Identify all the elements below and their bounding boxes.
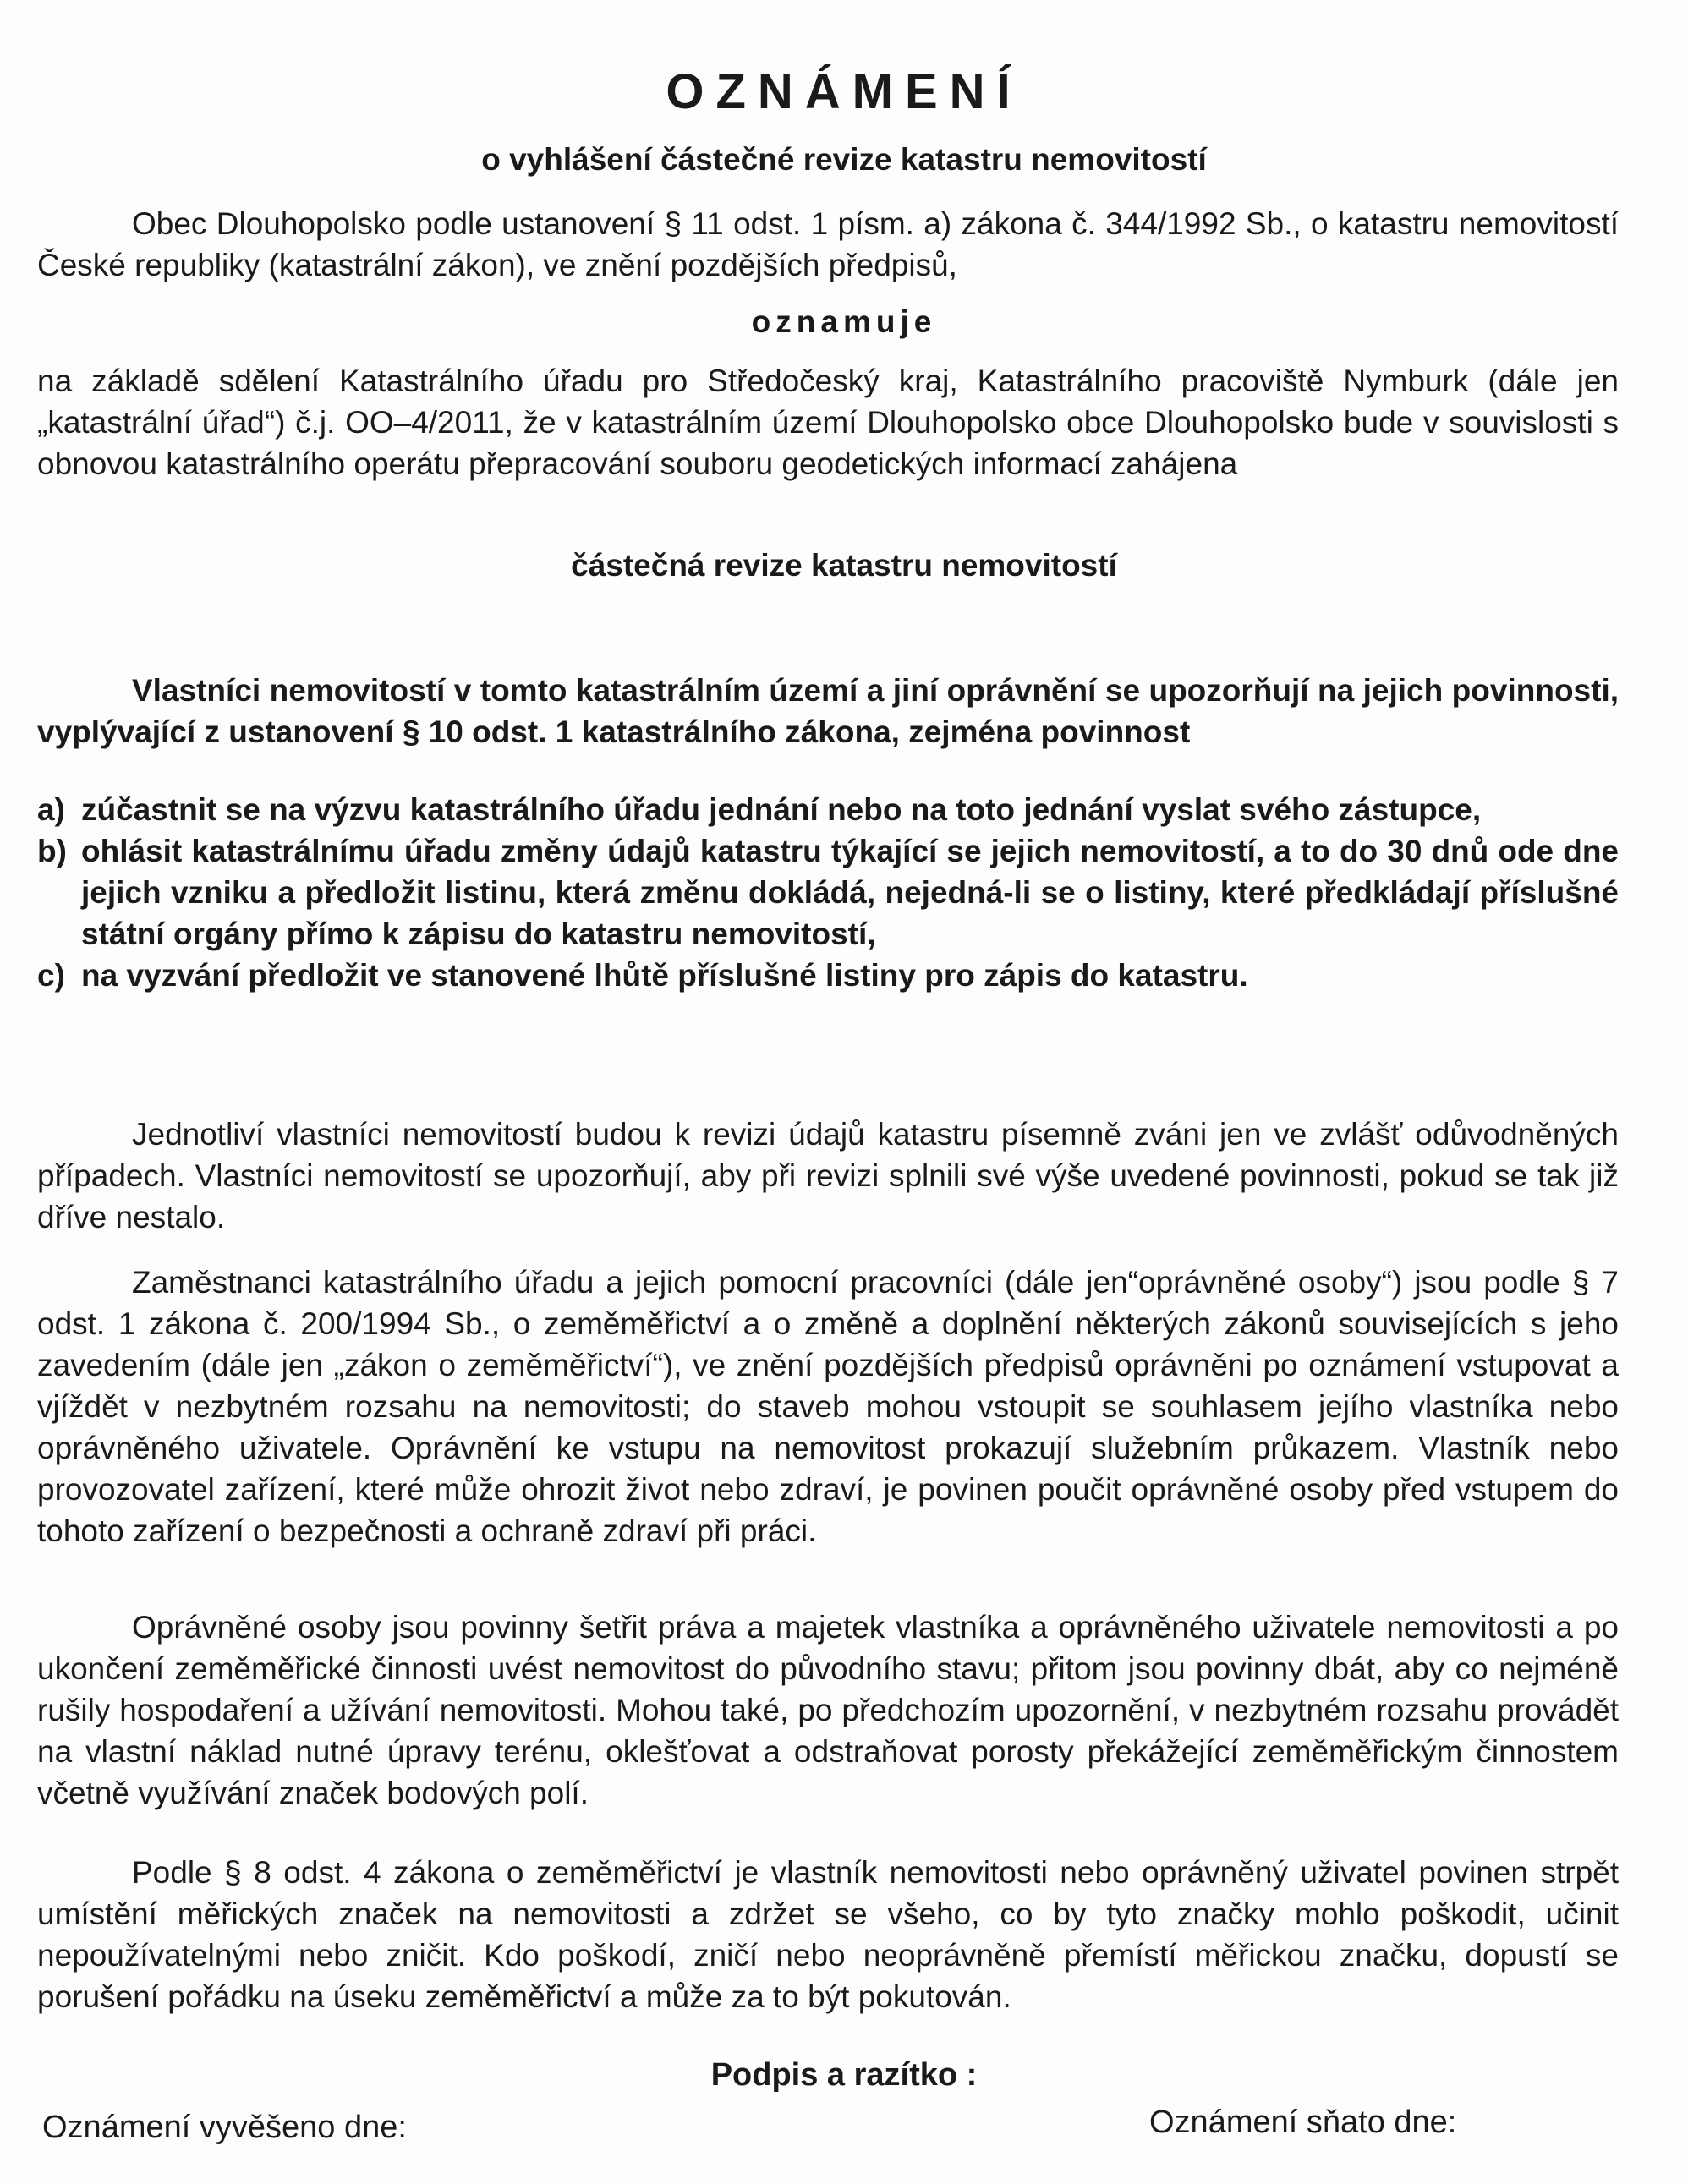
duties-list [37, 789, 1619, 996]
paragraph-survey-marks: Podle § 8 odst. 4 zákona o zeměměřictví je vlastník nemovitosti nebo oprávněný uživatel povinen strpět umístění měřických značek na nemovitosti a zdržet se všeho, co by tyto značky mohlo poškodit, učinit nepoužívatelnými nebo zničit. Kdo poškodí, zničí nebo neoprávněně přemístí měřickou značku, dopustí se porušení pořádku na úseku zeměměřictví a může za to být pokutován. [37, 1855, 1619, 2014]
duty-item [37, 789, 1619, 830]
removed-date-label: Oznámení sňato dne: [1149, 2105, 1457, 2140]
announces-heading: oznamuje [751, 304, 937, 339]
paragraph-invitation: Jednotliví vlastníci nemovitostí budou k revizi údajů katastru písemně zváni jen ve zvlášť odůvodněných případech. Vlastníci nemovitostí se upozorňují, aby při revizi splnili své výše uvedené povinnosti, pokud se tak již dříve nestalo. [37, 1117, 1619, 1234]
document-subtitle: o vyhlášení částečné revize katastru nemovitostí [481, 142, 1207, 177]
duty-marker: c) [37, 958, 65, 993]
duty-text: zúčastnit se na výzvu katastrálního úřadu jednání nebo na toto jednání vyslat svého zástupce, [81, 792, 1482, 827]
announcement-paragraph: na základě sdělení Katastrálního úřadu pro Středočeský kraj, Katastrálního pracoviště Nymburk (dále jen „katastrální úřad“) č.j. OO–4/2011, že v katastrálním území Dlouhopolsko obce Dlouhopolsko bude v souvislosti s obnovou katastrálního operátu přepracování souboru geodetických informací zahájena [37, 364, 1619, 481]
owners-warning: Vlastníci nemovitostí v tomto katastrálním území a jiní oprávnění se upozorňují na jejich povinnosti, vyplývající z ustanovení § 10 odst. 1 katastrálního zákona, zejména povinnost [37, 673, 1619, 749]
duty-text: ohlásit katastrálnímu úřadu změny údajů katastru týkající se jejich nemovitostí, a to do 30 dnů ode dne jejich vzniku a předložit listinu, která změnu dokládá, nejedná-li se o listiny, které předkládají příslušné státní orgány přímo k zápisu do katastru nemovitostí, [81, 834, 1619, 951]
signature-label: Podpis a razítko : [710, 2057, 978, 2093]
duty-item [37, 830, 1619, 955]
posted-date-label: Oznámení vyvěšeno dne: [42, 2110, 407, 2145]
duty-marker: a) [37, 792, 65, 827]
duty-text: na vyzvání předložit ve stanovené lhůtě příslušné listiny pro zápis do katastru. [81, 958, 1248, 993]
paragraph-authorized-persons: Zaměstnanci katastrálního úřadu a jejich pomocní pracovníci (dále jen“oprávněné osoby“) jsou podle § 7 odst. 1 zákona č. 200/1994 Sb., o zeměměřictví a o změně a doplnění některých zákonů souvisejících s jeho zavedením (dále jen „zákon o zeměměřictví“), ve znění pozdějších předpisů oprávněni po oznámení vstupovat a vjíždět v nezbytném rozsahu na nemovitosti; do staveb mohou vstoupit se souhlasem jejího vlastníka nebo oprávněného uživatele. Oprávnění ke vstupu na nemovitost prokazují služebním průkazem. Vlastník nebo provozovatel zařízení, které může ohrozit život nebo zdraví, je povinen poučit oprávněné osoby před vstupem do tohoto zařízení o bezpečnosti a ochraně zdraví při práci. [37, 1265, 1619, 1548]
document-title: OZNÁMENÍ [666, 64, 1022, 119]
revision-heading: částečná revize katastru nemovitostí [571, 548, 1117, 583]
intro-paragraph: Obec Dlouhopolsko podle ustanovení § 11 odst. 1 písm. a) zákona č. 344/1992 Sb., o katastru nemovitostí České republiky (katastrální zákon), ve znění pozdějších předpisů, [37, 206, 1619, 282]
duty-item [37, 955, 1619, 996]
paragraph-obligations: Oprávněné osoby jsou povinny šetřit práva a majetek vlastníka a oprávněného uživatele nemovitosti a po ukončení zeměměřické činnosti uvést nemovitost do původního stavu; přitom jsou povinny dbát, aby co nejméně rušily hospodaření a užívání nemovitosti. Mohou také, po předchozím upozornění, v nezbytném rozsahu provádět na vlastní náklad nutné úpravy terénu, oklešťovat a odstraňovat porosty překážející zeměměřickým činnostem včetně využívání značek bodových polí. [37, 1610, 1619, 1810]
duty-marker: b) [37, 834, 67, 868]
